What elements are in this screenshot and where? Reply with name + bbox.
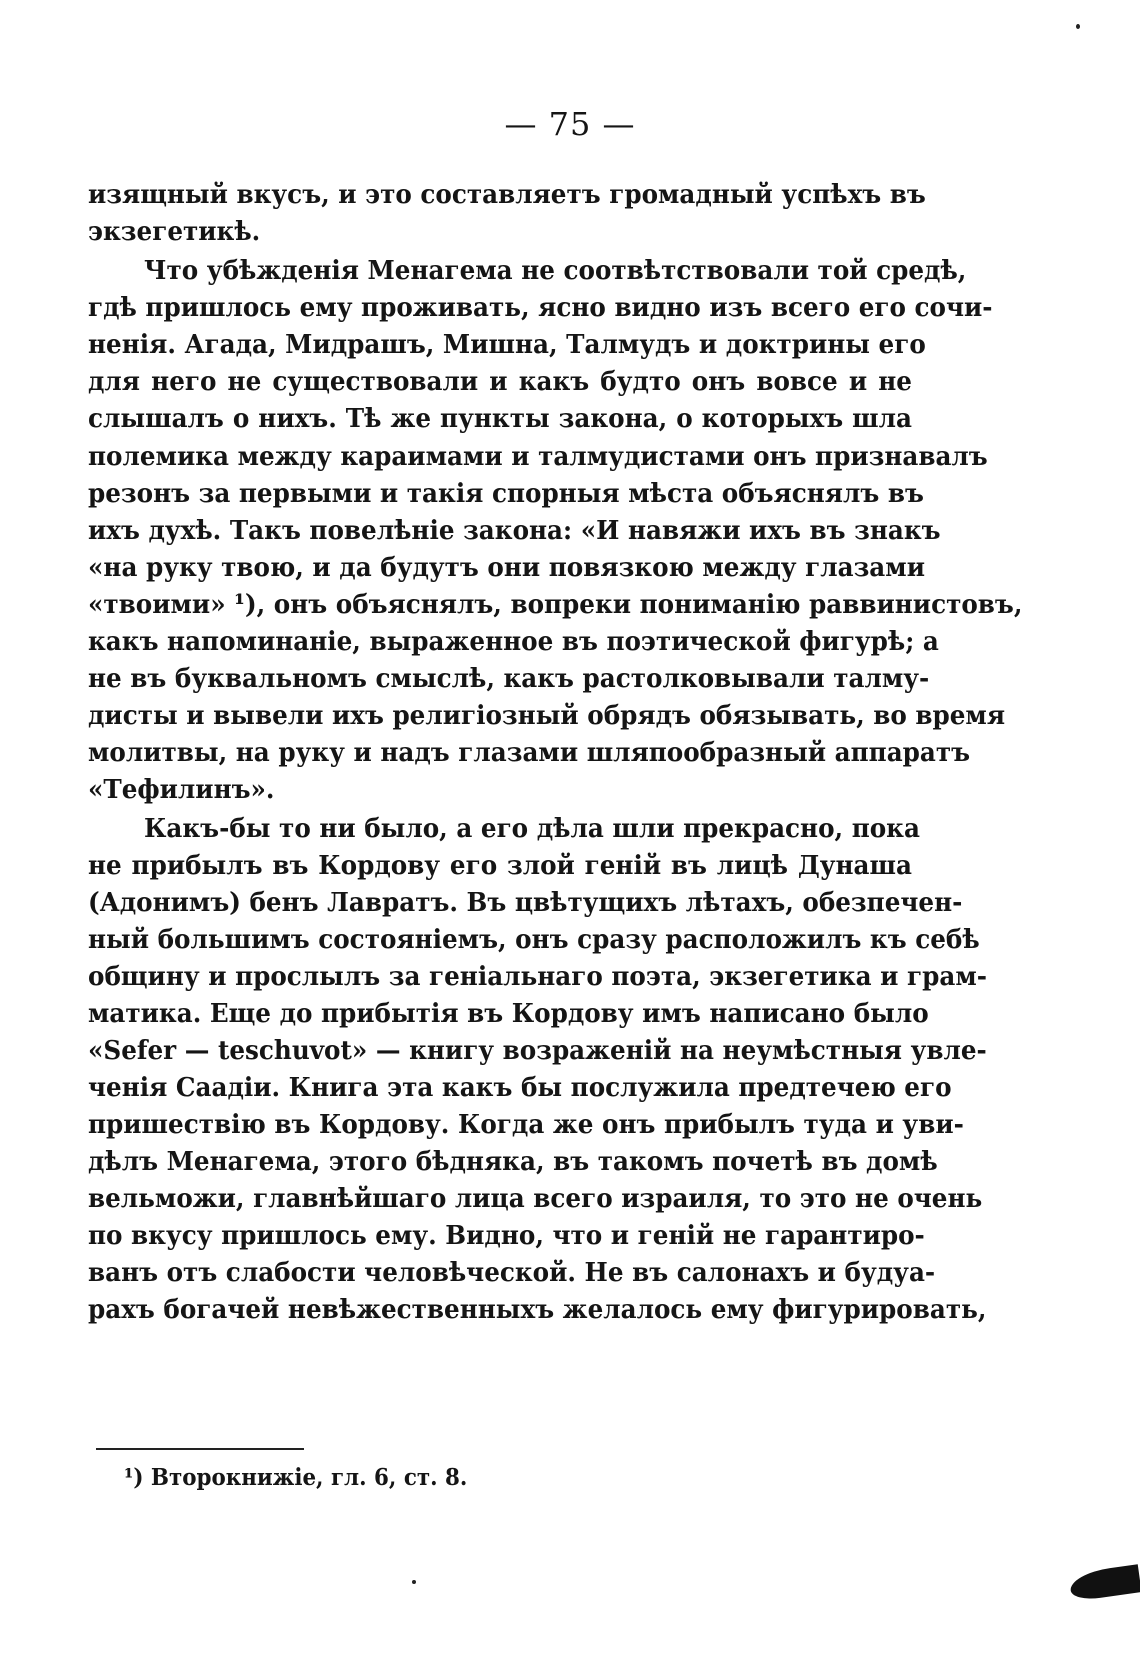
text-line: «Тефилинъ». (88, 774, 275, 805)
text-line: изящный вкусъ, и это составляетъ громадный успѣхъ въ (88, 179, 926, 210)
text-line: дѣлъ Менагема, этого бѣдняка, въ такомъ почетѣ въ домѣ (88, 1146, 938, 1177)
text-line: «твоими» ¹), онъ объяснялъ, вопреки пониманію раввинистовъ, (88, 589, 1023, 620)
ink-blot (1068, 1564, 1140, 1601)
text-line: ихъ духѣ. Такъ повелѣніе закона: «И навяжи ихъ въ знакъ (88, 515, 941, 546)
text-line: ный большимъ состояніемъ, онъ сразу расположилъ къ себѣ (88, 924, 980, 955)
text-line: не прибылъ въ Кордову его злой геній въ лицѣ Дунаша (88, 850, 912, 881)
text-line: ненія. Агада, Мидрашъ, Мишна, Талмудъ и доктрины его (88, 329, 926, 360)
paragraph-first-line: Какъ-бы то ни было, а его дѣла шли прекрасно, пока (144, 813, 920, 844)
text-line: «на руку твою, и да будутъ они повязкою между глазами (88, 552, 925, 583)
text-line: не въ буквальномъ смыслѣ, какъ растолковывали талму- (88, 663, 930, 694)
text-line: матика. Еще до прибытія въ Кордову имъ написано было (88, 998, 929, 1029)
text-line: общину и прослылъ за геніальнаго поэта, экзегетика и грам- (88, 961, 987, 992)
text-line: вельможи, главнѣйшаго лица всего израиля, то это не очень (88, 1183, 983, 1214)
text-line: по вкусу пришлось ему. Видно, что и геній не гарантиро- (88, 1220, 925, 1251)
text-line: пришествію въ Кордову. Когда же онъ прибылъ туда и уви- (88, 1109, 964, 1140)
text-line: «Sefer — teschuvot» — книгу возраженій на неумѣстныя увле- (88, 1035, 987, 1066)
text-line: какъ напоминаніе, выраженное въ поэтической фигурѣ; а (88, 626, 939, 657)
text-line: ванъ отъ слабости человѣческой. Не въ салонахъ и будуа- (88, 1257, 936, 1288)
text-line: рахъ богачей невѣжественныхъ желалось ему фигурировать, (88, 1294, 987, 1325)
text-line: (Адонимъ) бенъ Лавратъ. Въ цвѣтущихъ лѣтахъ, обезпечен- (88, 887, 963, 918)
page-number: — 75 — (504, 105, 636, 143)
print-speck (1076, 24, 1080, 29)
footnote-rule (96, 1448, 304, 1450)
text-line: гдѣ пришлось ему проживать, ясно видно изъ всего его сочи- (88, 292, 993, 323)
text-line: молитвы, на руку и надъ глазами шляпообразный аппаратъ (88, 737, 971, 768)
text-line: для него не существовали и какъ будто онъ вовсе и не (88, 366, 912, 397)
footnote: ¹) Второкнижіе, гл. 6, ст. 8. (124, 1464, 468, 1491)
text-line: полемика между караимами и талмудистами онъ признавалъ (88, 441, 988, 472)
text-line: экзегетикѣ. (88, 216, 261, 247)
text-line: резонъ за первыми и такія спорныя мѣста объяснялъ въ (88, 478, 924, 509)
print-speck (412, 1580, 416, 1584)
text-line: слышалъ о нихъ. Тѣ же пункты закона, о которыхъ шла (88, 403, 912, 434)
text-line: ченія Саадіи. Книга эта какъ бы послужила предтечею его (88, 1072, 952, 1103)
text-line: дисты и вывели ихъ религіозный обрядъ обязывать, во время (88, 700, 1006, 731)
paragraph-first-line: Что убѣжденія Менагема не соотвѣтствовали той средѣ, (144, 255, 967, 286)
